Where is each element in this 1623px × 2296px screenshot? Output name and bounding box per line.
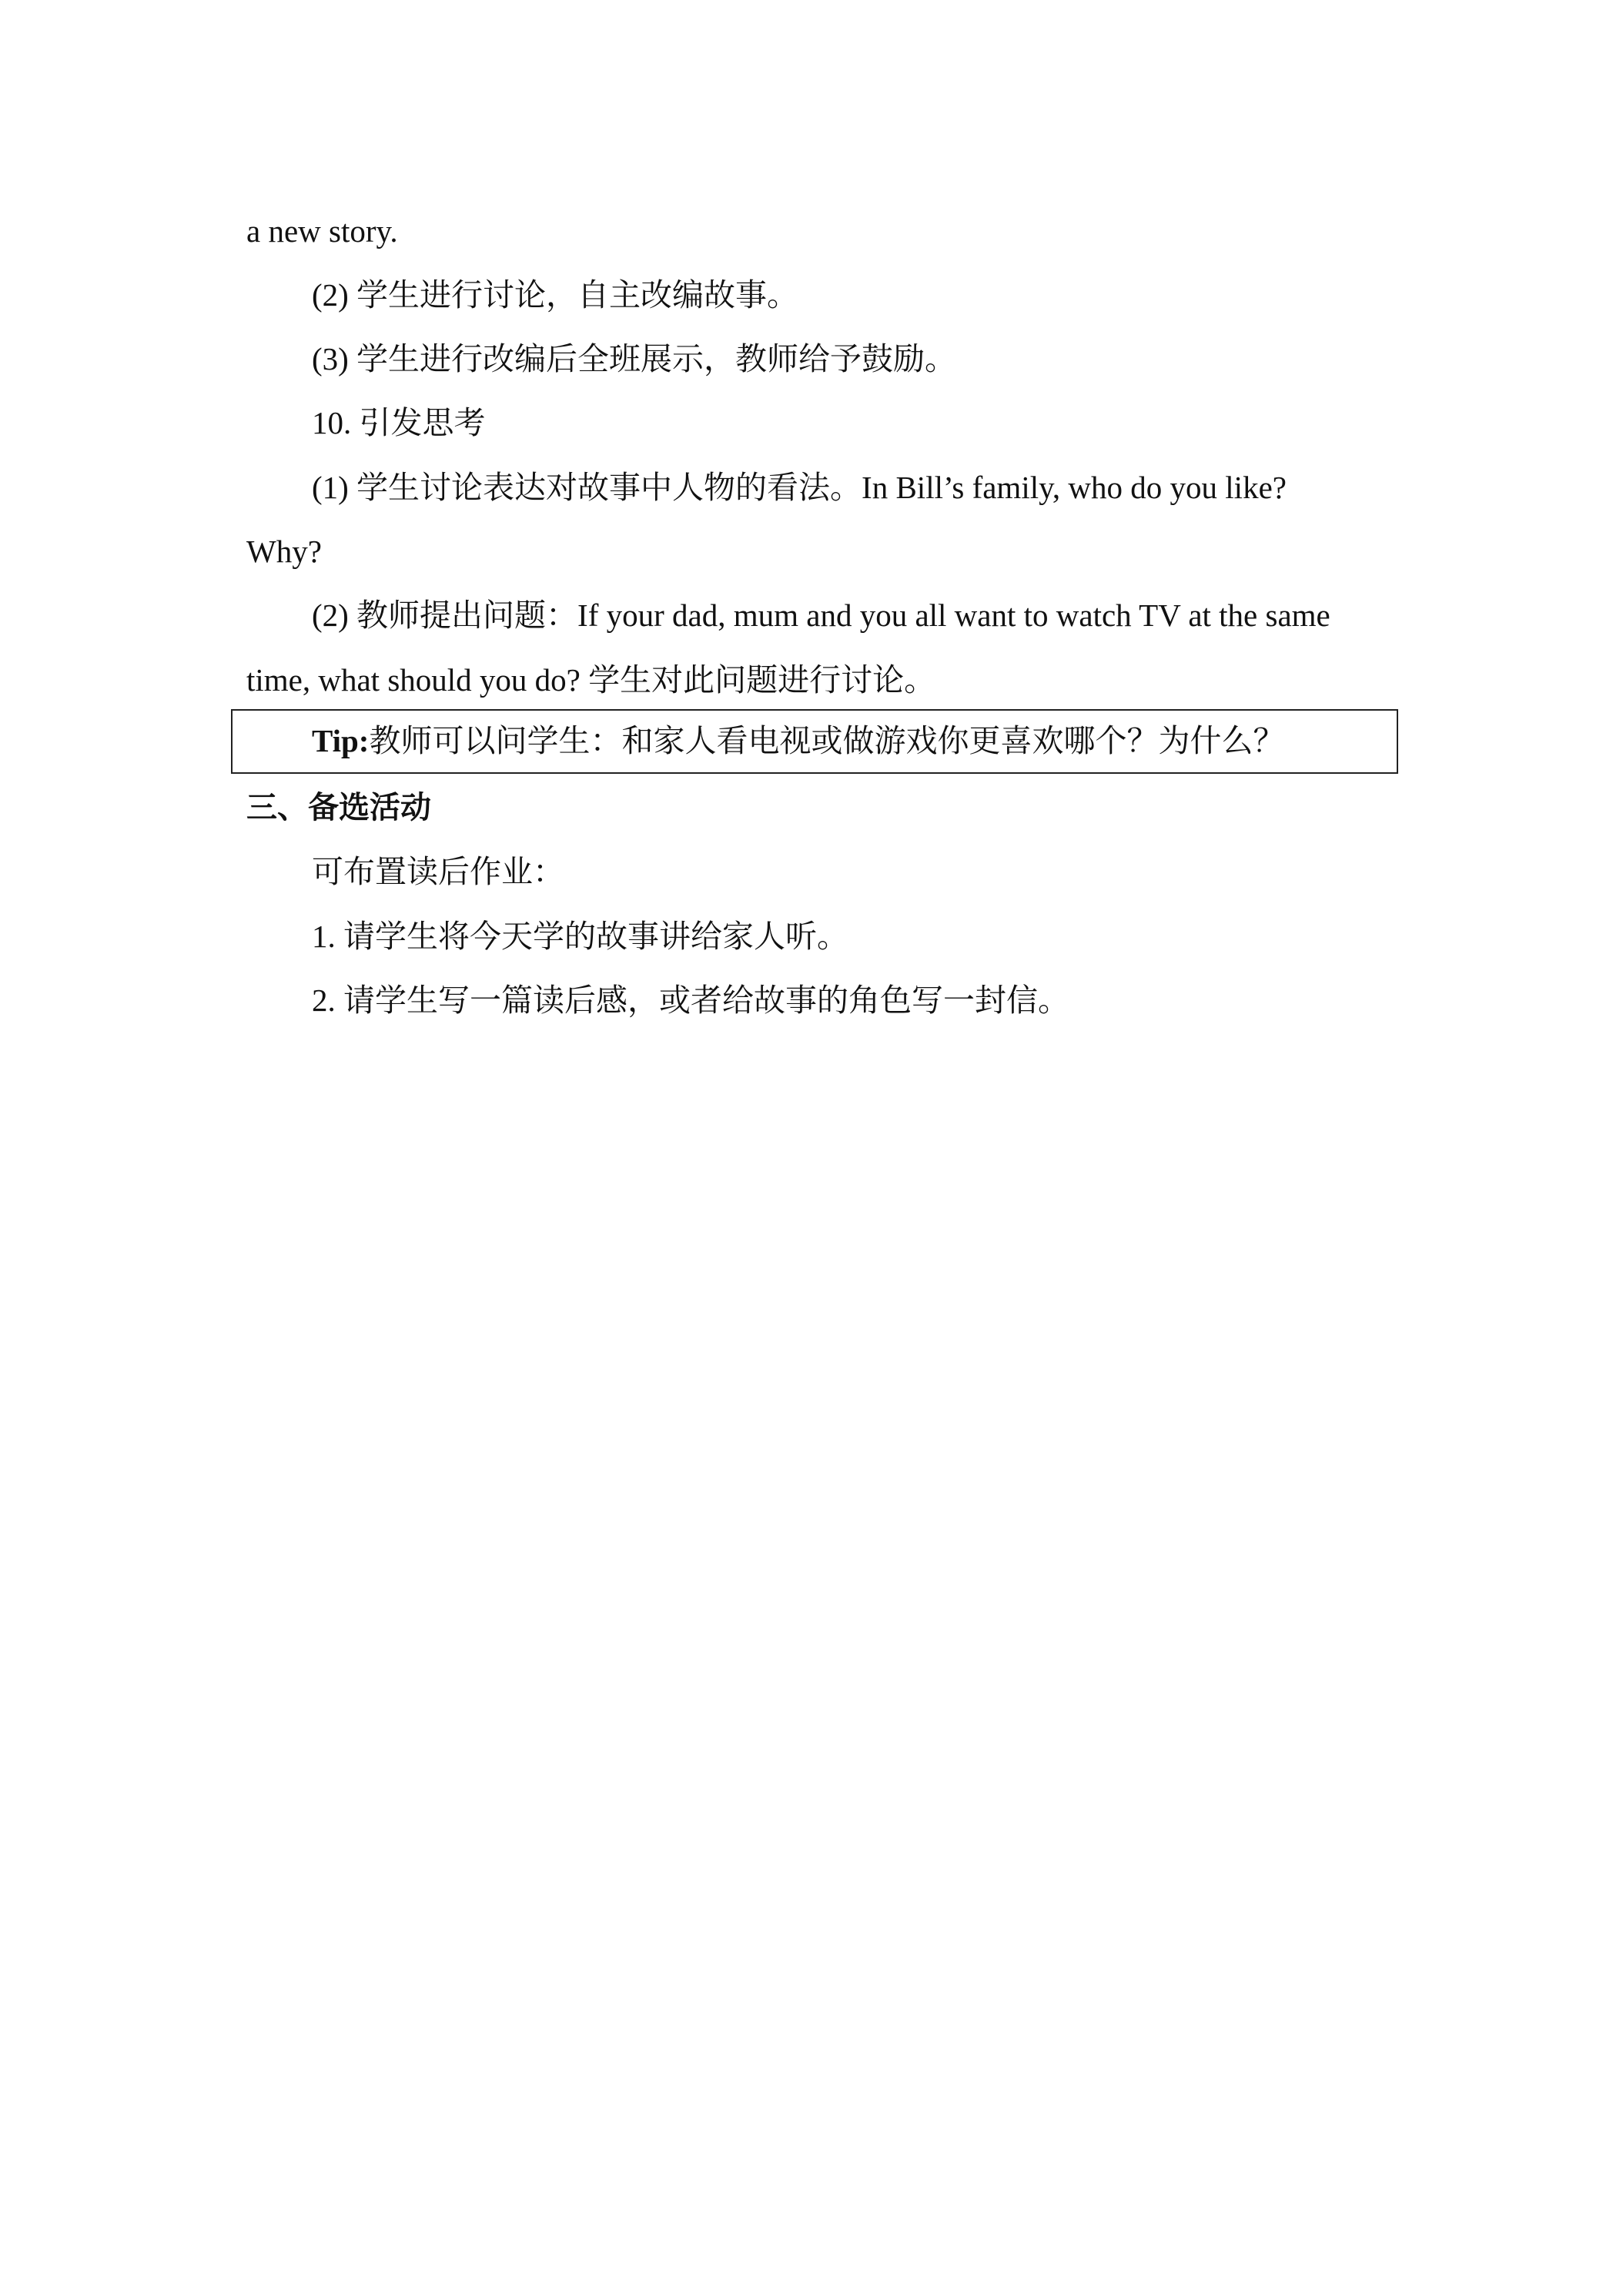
list-item: 2. 请学生写一篇读后感，或者给故事的角色写一封信。 [312,982,1069,1018]
list-item: (3) 学生进行改编后全班展示，教师给予鼓励。 [312,341,957,377]
section-intro: 可布置读后作业： [312,854,564,889]
section-heading: 三、备选活动 [246,790,431,825]
text-line: a new story. [246,213,398,249]
tip-label: Tip: [312,723,370,758]
text-line: time, what should you do? 学生对此问题进行讨论。 [246,662,936,698]
list-item: (1) 学生讨论表达对故事中人物的看法。In Bill’s family, who do you like? [312,470,1287,505]
text-line: Why? [246,534,322,569]
list-item: 1. 请学生将今天学的故事讲给家人听。 [312,919,848,954]
step-heading: 10. 引发思考 [312,405,486,440]
list-item: (2) 教师提出问题：If your dad, mum and you all want to watch TV at the same [312,597,1330,633]
tip-text: 教师可以问学生：和家人看电视或做游戏你更喜欢哪个？为什么？ [369,723,1285,758]
tip-line [312,721,1284,760]
list-item: (2) 学生进行讨论，自主改编故事。 [312,277,799,313]
